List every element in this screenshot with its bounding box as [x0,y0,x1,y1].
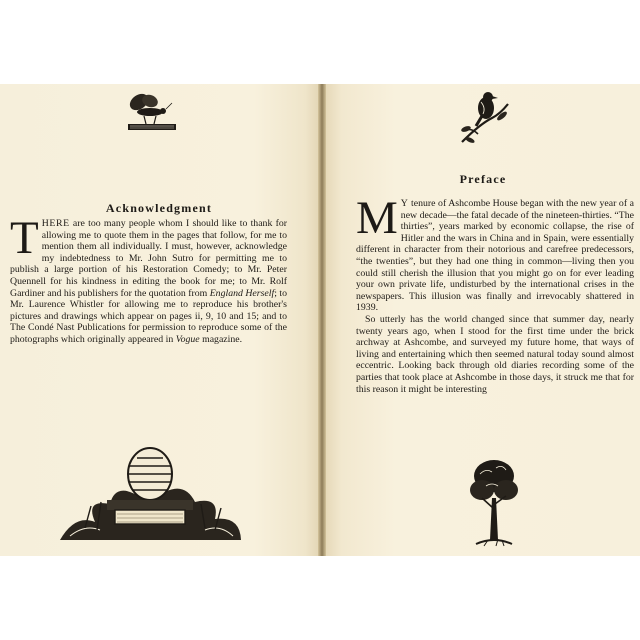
magazine-title-vogue: Vogue [175,333,200,345]
bird-on-branch-engraving-icon [456,90,514,148]
paragraph-text-part-2: ; to Mr. Laurence Whistler for allowing me to reproduce his brother's pictures and drawings which appear on pages ii, 9, 10 and 15; and to The Condé Nast Publications for permission to reproduce some of the photographs which originally appeared in [10,287,287,345]
preface-heading-text: Preface [459,172,507,186]
preface-heading [326,172,640,187]
acknowledgment-text [10,212,287,346]
drop-cap-letter: T [10,212,39,264]
acknowledgment-heading-text: Acknowledgment [105,201,213,215]
right-page [326,84,640,556]
book-title-england-herself: England Herself [209,287,275,299]
preface-paragraph-1-text: tenure of Ashcombe House began with the new year of a new decade—the fatal decade of the nineteen-thirties. “The thirties”, years marked by economic collapse, the rise of Hitler and the wars in China and in Spain, were essentially different in character from their notorious and carefree predecessors, “the twenties”, but they had one thing in common—living then you could still cherish the illusion that you might go on for ever leading your own private life, undisturbed by the international crises in the newspapers. This illusion was finally and irrevocably shattered in 1939. [356,198,634,314]
acknowledgment-heading [0,201,318,216]
preface-paragraph-2: So utterly has the world changed since that summer day, nearly twenty years ago, when I stood for the first time under the brick archway at Ashcombe, and surveyed my future home, that ways of living and entertaining which then seemed natural today sound almost eccentric. Looking back through old diaries recording some of the parties that took place at Ashcombe in those days, it struck me that for this reason it might be interesting [356,313,634,395]
drop-cap-letter-m: M [356,192,398,244]
paragraph-text-part-3: magazine. [199,333,243,345]
preface-paragraph-1 [356,192,634,314]
opening-word: HERE [41,218,70,229]
paragraph-text-part-1: are too many people whom I should like to thank for allowing me to quote them in the pages that follow, for me to mention them all individually. I must, however, acknowledge my indebtedness to Mr. John Sutro for permitting me to publish a large portion of his Restoration Comedy; to Mr. Peter Quennell for his kindness in editing the book for me; to Mr. Rolf Gardiner and his publishers for the quotation from [10,218,287,299]
left-page [0,84,318,556]
book-gutter [318,84,326,556]
tree-engraving-icon [466,454,522,550]
opening-word-y: Y [400,198,409,209]
dragonfly-engraving-icon [116,92,186,138]
preface-text [356,192,634,395]
acknowledgment-paragraph [10,212,287,346]
open-book [0,84,640,556]
beehive-engraving-icon [55,444,245,544]
